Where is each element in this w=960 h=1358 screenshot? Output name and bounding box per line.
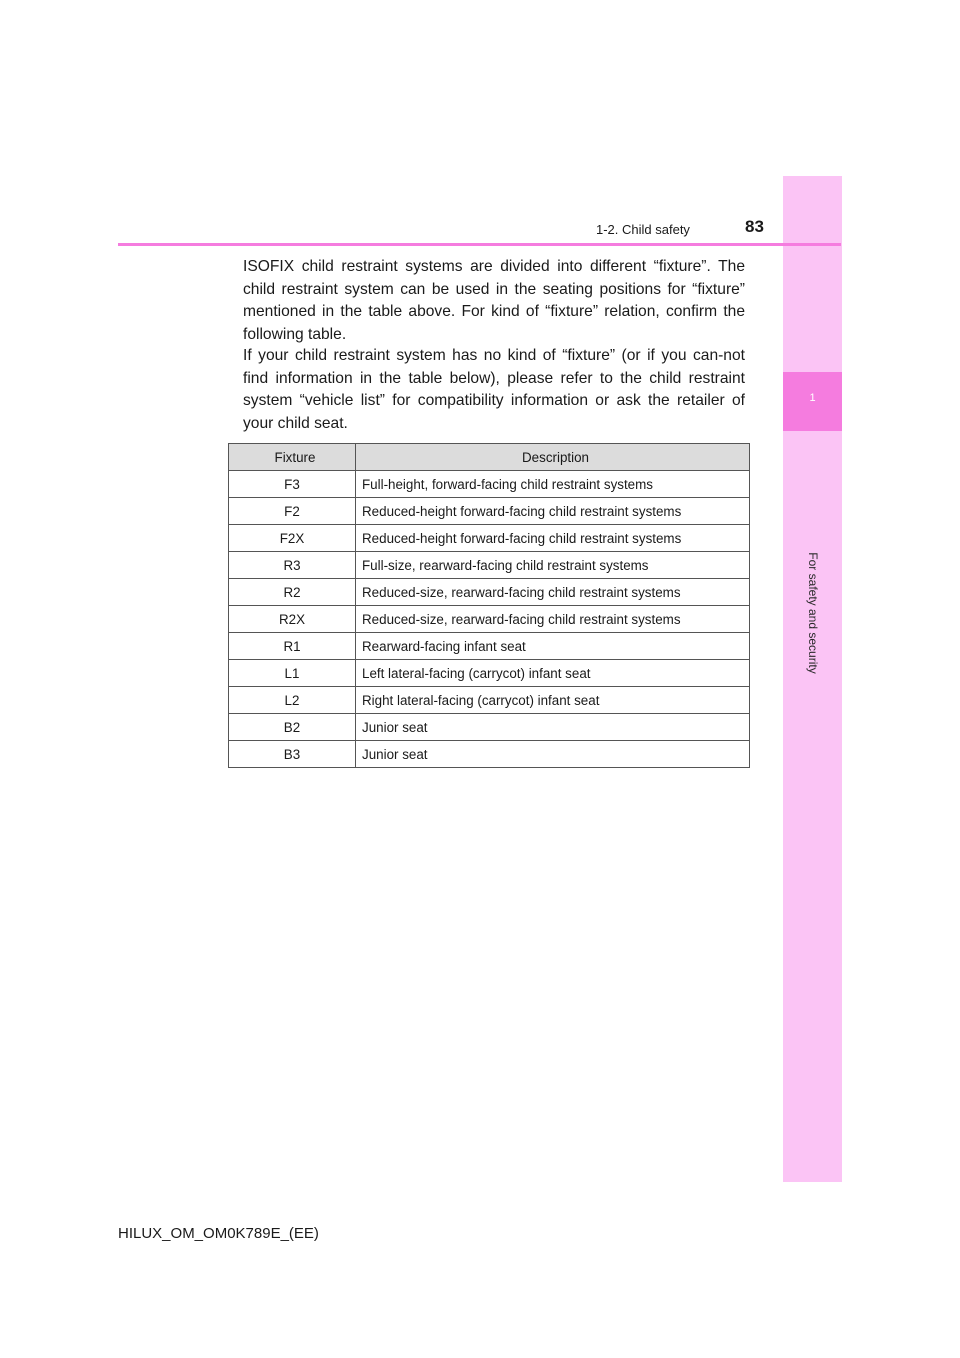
fixture-code: R3 [229, 552, 356, 579]
table-row [229, 633, 750, 660]
table-row [229, 714, 750, 741]
chapter-side-tab [783, 176, 842, 1182]
table-row [229, 525, 750, 552]
header-divider [118, 243, 841, 246]
table-header-row [229, 444, 750, 471]
table-row [229, 552, 750, 579]
fixture-description: Full-size, rearward-facing child restraint systems [356, 552, 750, 579]
table-row [229, 606, 750, 633]
fixture-code: R2 [229, 579, 356, 606]
fixture-description: Full-height, forward-facing child restraint systems [356, 471, 750, 498]
fixture-code: F2 [229, 498, 356, 525]
table-row [229, 579, 750, 606]
fixture-description: Junior seat [356, 714, 750, 741]
table-row [229, 660, 750, 687]
fixture-description: Left lateral-facing (carrycot) infant seat [356, 660, 750, 687]
fixture-table [228, 443, 750, 768]
fixture-description: Reduced-size, rearward-facing child restraint systems [356, 606, 750, 633]
paragraph-fixture-intro: ISOFIX child restraint systems are divided into different “fixture”. The child restraint system can be used in the seating positions for “fixture” mentioned in the table above. For kind of “fixture” relation, confirm the following table. [243, 258, 745, 343]
table-row [229, 498, 750, 525]
fixture-description: Right lateral-facing (carrycot) infant seat [356, 687, 750, 714]
chapter-title: For safety and security [806, 552, 820, 674]
column-header-fixture: Fixture [229, 444, 356, 471]
section-label: 1-2. Child safety [596, 222, 690, 237]
fixture-code: B2 [229, 714, 356, 741]
paragraph-compatibility-note: If your child restraint system has no kind of “fixture” (or if you can-not find information in the table below), please refer to the child restraint system “vehicle list” for compatibility information or ask the retailer of your child seat. [243, 347, 745, 432]
fixture-description: Rearward-facing infant seat [356, 633, 750, 660]
table-row [229, 471, 750, 498]
table-row [229, 687, 750, 714]
page-number: 83 [745, 217, 764, 236]
column-header-description: Description [356, 444, 750, 471]
table-row [229, 741, 750, 768]
fixture-code: R2X [229, 606, 356, 633]
fixture-code: B3 [229, 741, 356, 768]
document-code: HILUX_OM_OM0K789E_(EE) [118, 1225, 319, 1242]
fixture-description: Junior seat [356, 741, 750, 768]
fixture-code: R1 [229, 633, 356, 660]
fixture-code: F2X [229, 525, 356, 552]
fixture-code: F3 [229, 471, 356, 498]
fixture-code: L1 [229, 660, 356, 687]
fixture-description: Reduced-height forward-facing child restraint systems [356, 498, 750, 525]
fixture-description: Reduced-size, rearward-facing child restraint systems [356, 579, 750, 606]
chapter-number: 1 [809, 392, 816, 404]
fixture-description: Reduced-height forward-facing child restraint systems [356, 525, 750, 552]
fixture-code: L2 [229, 687, 356, 714]
